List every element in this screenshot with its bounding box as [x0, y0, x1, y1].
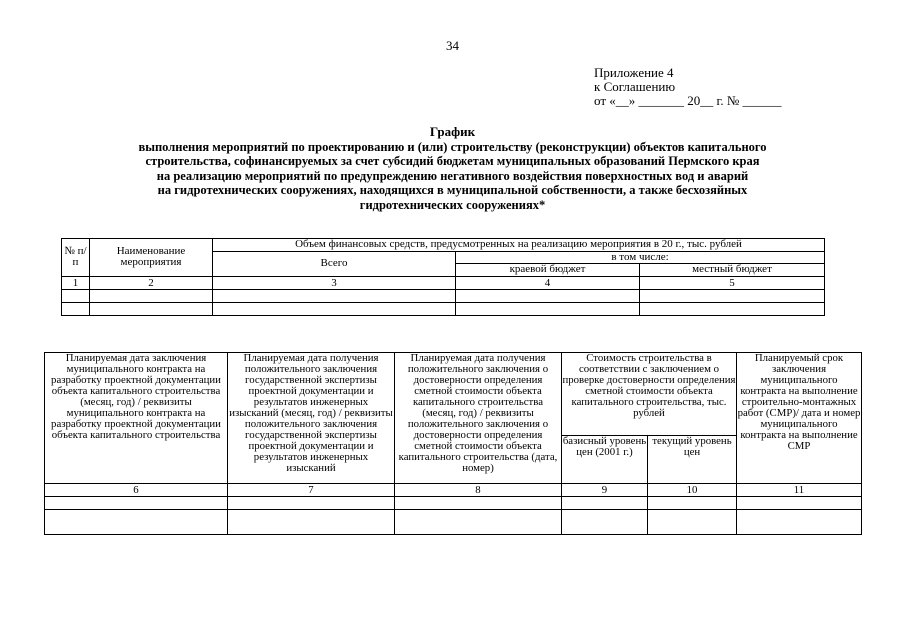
table-cell	[45, 510, 228, 535]
schedule-table	[44, 352, 862, 535]
header-current-price-level: текущий уровень цен	[648, 436, 737, 484]
document-title	[40, 125, 865, 212]
header-including: в том числе:	[456, 251, 825, 264]
table-cell	[737, 497, 862, 510]
table-row	[45, 497, 862, 510]
table-cell	[562, 497, 648, 510]
table-cell	[62, 289, 90, 302]
column-number: 7	[228, 484, 395, 497]
header-design-contract-date: Планируемая дата заключения муниципального контракта на разработку проектной документации объекта капитального строительства (месяц, год) / реквизиты муниципального контракта на разработку проектной документации объекта капитального строительства	[45, 353, 228, 484]
appendix-line: к Соглашению	[594, 79, 676, 94]
title-line: на гидротехнических сооружениях, находящихся в муниципальной собственности, а также бесхозяйных	[157, 183, 748, 197]
column-number: 6	[45, 484, 228, 497]
table-cell	[737, 510, 862, 535]
header-local-budget: местный бюджет	[640, 264, 825, 277]
column-number: 9	[562, 484, 648, 497]
header-expertise-date: Планируемая дата получения положительного заключения государственной экспертизы проектной документации и результатов инженерных изысканий (месяц, год) / реквизиты положительного заключения государственной экспертизы проектной документации и результатов инженерных изысканий	[228, 353, 395, 484]
appendix-line: Приложение 4	[594, 65, 674, 80]
table-row	[62, 289, 825, 302]
column-numbers-row	[62, 276, 825, 289]
table-cell	[640, 289, 825, 302]
header-activity-name: Наименование мероприятия	[90, 239, 213, 277]
table-cell	[395, 510, 562, 535]
title-heading: График	[429, 124, 476, 139]
column-number: 8	[395, 484, 562, 497]
header-base-price-level: базисный уровень цен (2001 г.)	[562, 436, 648, 484]
column-number: 10	[648, 484, 737, 497]
table-cell	[90, 289, 213, 302]
column-number: 3	[213, 276, 456, 289]
table-cell	[228, 497, 395, 510]
table-row	[45, 510, 862, 535]
header-regional-budget: краевой бюджет	[456, 264, 640, 277]
header-total: Всего	[213, 251, 456, 276]
column-number: 1	[62, 276, 90, 289]
column-numbers-row	[45, 484, 862, 497]
table-cell	[228, 510, 395, 535]
title-line: на реализацию мероприятий по предупреждению негативного воздействия поверхностных вод и аварий	[156, 168, 749, 183]
table-cell	[90, 302, 213, 315]
column-number: 4	[456, 276, 640, 289]
table-cell	[648, 510, 737, 535]
title-line: строительства, софинансируемых за счет субсидий бюджетам муниципальных образований Пермского края	[145, 154, 760, 168]
page-number: 34	[446, 38, 459, 53]
table-row	[62, 302, 825, 315]
table-cell	[213, 289, 456, 302]
table-cell	[456, 289, 640, 302]
title-line: выполнения мероприятий по проектированию и (или) строительству (реконструкции) объектов капитального	[138, 139, 767, 154]
column-number: 5	[640, 276, 825, 289]
header-smr-contract-date: Планируемый срок заключения муниципального контракта на выполнение строительно-монтажных работ (СМР)/ дата и номер муниципального контракта на выполнение СМР	[737, 353, 862, 484]
header-funding: Объем финансовых средств, предусмотренных на реализацию мероприятия в 20 г., тыс. рублей	[213, 239, 825, 252]
header-construction-cost: Стоимость строительства в соответствии с заключением о проверке достоверности определения сметной стоимости объекта капитального строительства, тыс. рублей	[562, 353, 737, 436]
appendix-date-line: от «__» _______ 20__ г. № ______	[594, 93, 782, 108]
title-line: гидротехнических сооружениях*	[359, 197, 546, 212]
table-cell	[45, 497, 228, 510]
table-cell	[395, 497, 562, 510]
table-cell	[62, 302, 90, 315]
funding-table	[61, 238, 825, 316]
header-number: № п/п	[62, 239, 90, 277]
column-number: 11	[737, 484, 862, 497]
appendix-header	[594, 66, 782, 108]
header-estimate-reliability-date: Планируемая дата получения положительного заключения о достоверности определения сметной стоимости объекта капитального строительства (месяц, год) / реквизиты положительного заключения о достоверности определения сметной стоимости объекта капитального строительства (дата, номер)	[395, 353, 562, 484]
column-number: 2	[90, 276, 213, 289]
table-cell	[562, 510, 648, 535]
table-cell	[640, 302, 825, 315]
table-cell	[648, 497, 737, 510]
table-cell	[213, 302, 456, 315]
table-cell	[456, 302, 640, 315]
